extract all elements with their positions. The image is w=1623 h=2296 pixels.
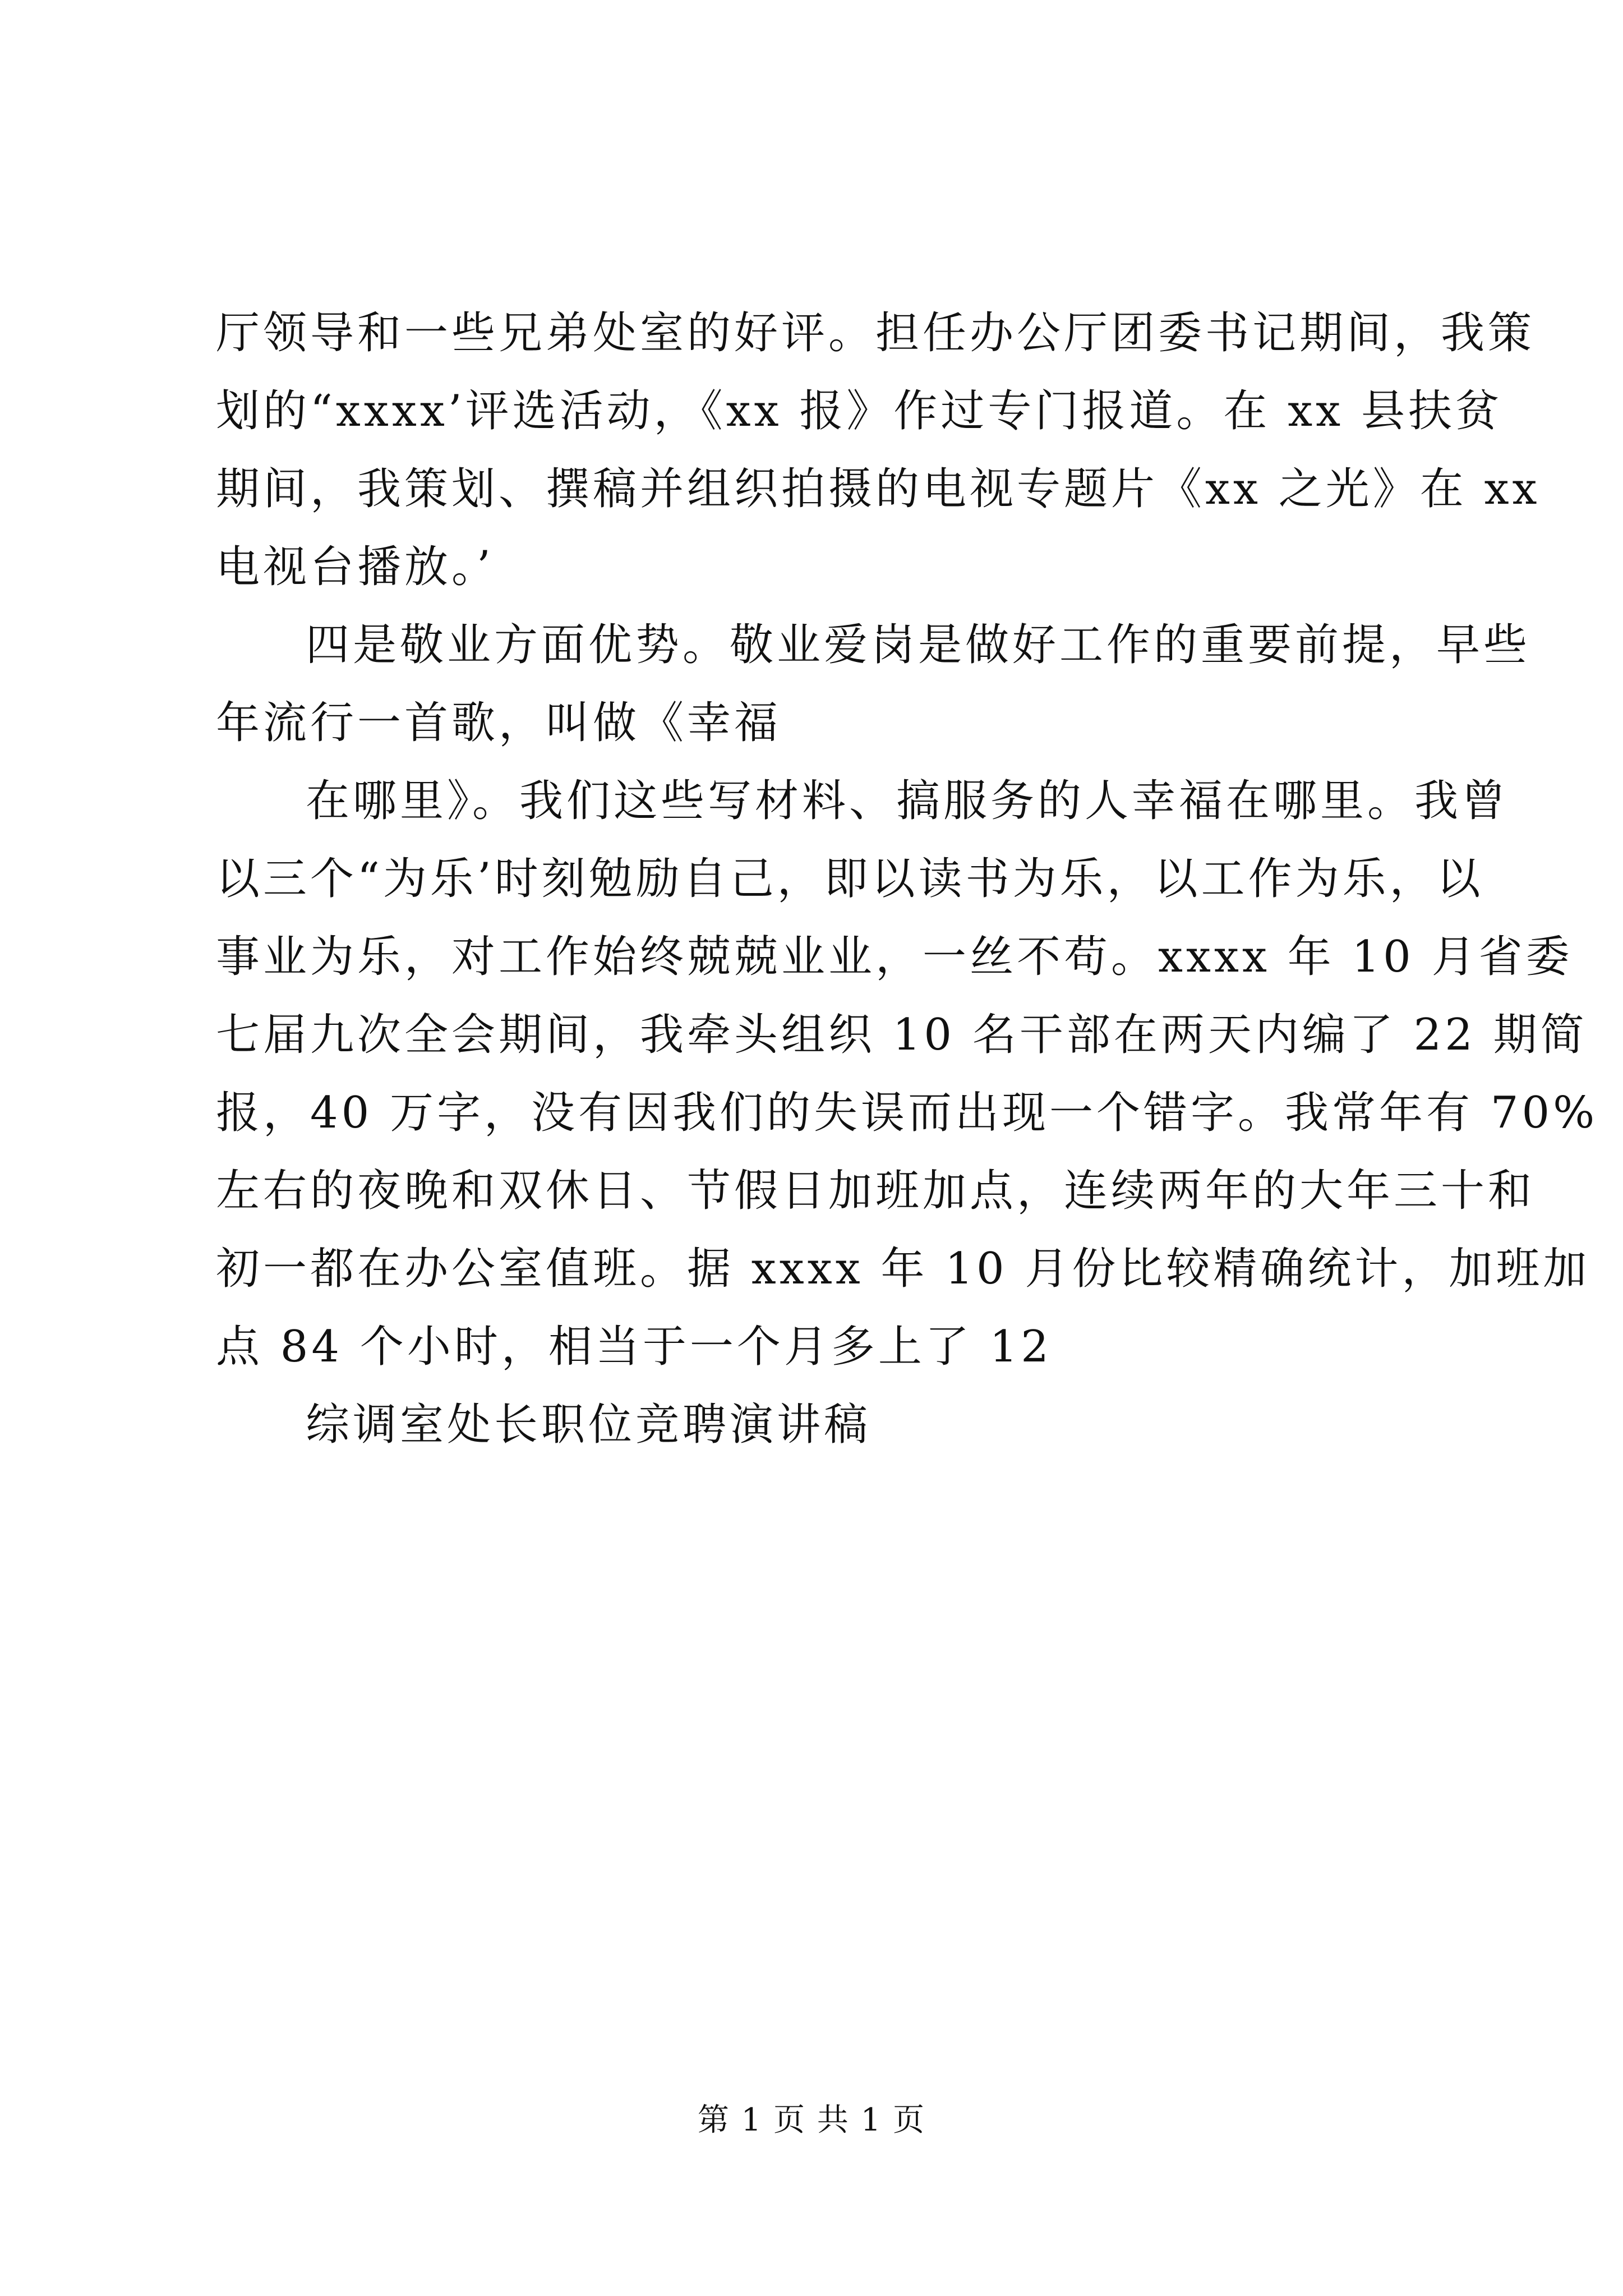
text-line: 厅领导和一些兄弟处室的好评。担任办公厅团委书记期间，我策: [216, 308, 1536, 358]
paragraph-start-line: 在哪里》。我们这些写材料、搞服务的人幸福在哪里。我曾: [306, 776, 1509, 826]
paragraph-start-line: 四是敬业方面优势。敬业爱岗是做好工作的重要前提，早些: [306, 620, 1531, 670]
page-number-footer: 第 1 页 共 1 页: [697, 2102, 926, 2138]
text-line: 初一都在办公室值班。据 xxxx 年 10 月份比较精确统计，加班加: [216, 1244, 1590, 1294]
text-line: 左右的夜晚和双休日、节假日加班加点，连续两年的大年三十和: [216, 1166, 1536, 1216]
text-line: 电视台播放。’: [216, 542, 494, 592]
text-line: 七届九次全会期间，我牵头组织 10 名干部在两天内编了 22 期简: [216, 1010, 1588, 1060]
text-line: 报，40 万字，没有因我们的失误而出现一个错字。我常年有 70%: [216, 1088, 1598, 1138]
text-line: 点 84 个小时，相当于一个月多上了 12: [216, 1322, 1052, 1372]
text-line: 事业为乐，对工作始终兢兢业业，一丝不苟。xxxx 年 10 月省委: [216, 932, 1573, 982]
text-line: 年流行一首歌，叫做《幸福: [216, 698, 782, 748]
text-line: 期间，我策划、撰稿并组织拍摄的电视专题片《xx 之光》在 xx: [216, 464, 1541, 514]
document-title-line: 综调室处长职位竞聘演讲稿: [306, 1400, 872, 1450]
document-body: [216, 295, 1598, 1464]
text-line: 以三个“为乐’时刻勉励自己，即以读书为乐，以工作为乐，以: [216, 854, 1484, 904]
text-line: 划的“xxxx’评选活动，《xx 报》作过专门报道。在 xx 县扶贫: [216, 386, 1502, 436]
